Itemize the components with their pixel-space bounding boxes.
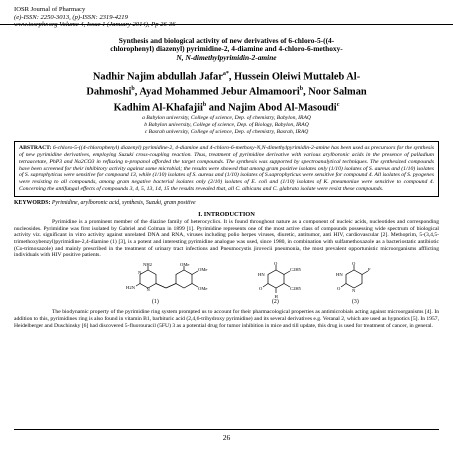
keywords-label: KEYWORDS: [14,199,51,206]
atom-ome: OMe [180,262,190,268]
affiliation-a: a Babylon university, College of science, Dep. of chemistry, Babylon, IRAQ [142,115,311,122]
structure-3 [326,262,386,302]
page-number: 26 [222,433,231,442]
title-line-2: chlorophenyl) diazenyl) pyrimidine-2, 4-diamine and 4-chloro-6-methoxy- [110,44,343,54]
intro-paragraph-2: The biodynamic property of the pyrimidine ring system prompted us to account for their pharmacological properties as antimicrobials acting against microorganisms [4]. In addition to this, pyrimidines ring is also found in vitamin B1, barbituric acid (2,4,6-trihydroxy pyrimidine) and its several derivatives e.g. Veranal 2, which are used as hypnotics [5]. In 1957, Heidelberger and Duschinsky [6] had discovered 5-fluorouracil (5FU) 3 as a potential drug for tumor inhibition in mice and till update, this drug is used for treatment of cancer, in general. [14,309,439,329]
atom-hn: HN [258,272,265,278]
chemical-structures-figure [14,262,439,308]
figure-label-2: (2) [272,299,279,306]
atom-o: O [259,286,263,292]
abstract-text: 6-chloro-5-((4-chlorophenyl) diazenyl) pyrimidine-2, 4-diamine and 4-chloro-6-methoxy-N,N-dimethylpyrimidin-2-amine has been used as precursors for the synthesis of new pyrimidine derivatives, employing Suzuki cross-coupling reaction. Thus, treatment of pyrimidine derivative with various arylboronic acids in the presence of palladium tetraacetate, PhP3 and Na2CO3 in refluxing n-propanol afforded the target compounds. The synthesis was supported by spectroanalytical techniques. The synthesized compounds have been screened for their inhibitory activity against some microbial; the results were showed that among gram positive isolates only (1/10) isolates of S. aureus and (1/10) isolates of S. saprophyticus were sensitive for compound 13, while (1/10) isolates of S. aureus and (1/10) isolates of S.saprophyticus were sensitive for compound 4. All isolates of S. pyogenes were resisting to all compounds, among gram negative bacterial isolates only (2/10) isolates of E. coli and (1/10) isolates of K. pneumoniae were sensitive to compound 4. Concerning the antifungal effects of compounds 3, 4, 5, 13, 14, 15 the results revealed that, all C. albicans and C. glabrata isolate were resist these compounds. [19,145,434,192]
author-list [14,68,439,114]
keywords [14,200,439,207]
title-line-3: N, N-dimethylpyrimidin-2-amine [176,52,277,62]
affiliations [14,115,439,135]
atom-c2h5: C2H5 [290,286,301,292]
atom-o: O [352,262,356,267]
structure-2 [246,262,316,302]
author-text: Dahmoshi [86,86,132,98]
figure-label-1: (1) [152,299,159,306]
atom-h2n: H2N [126,285,135,291]
author-line-2 [14,83,439,98]
author-sup: a* [222,71,229,77]
author-text: Nadhir Najim abdullah Jafar [92,71,223,83]
author-sup: b [202,101,207,108]
author-line-3 [14,99,439,114]
figure-label-3: (3) [352,299,359,306]
atom-o: O [274,262,278,267]
footer-rule [14,429,439,430]
author-text: , Ayad Mohammed Jebur Almamoori [134,86,300,98]
atom-n: N [352,288,356,294]
atom-o: O [337,286,341,292]
affiliation-b: b Babylon university, College of science, Dep. of Biology, Babylon, IRAQ [144,122,309,128]
section-title-introduction: I. INTRODUCTION [198,210,255,218]
author-sup: b [131,86,135,93]
atom-hn: HN [336,272,343,278]
atom-n: N [146,287,150,293]
journal-volume: www.iosrphr.org Volume 4, Issue 1 (January 2014), Pp 26-36 [14,21,176,29]
title-line-1: Synthesis and biological activity of new derivatives of 6-chloro-5-((4- [118,35,335,45]
author-text: Kadhim Al-Khafajii [113,102,203,114]
atom-ome: OMe [198,286,208,292]
author-text: and Najim Abod Al-Masoudi [206,102,337,114]
journal-issn: (e)-ISSN: 2250-3013, (p)-ISSN: 2319-4219 [14,13,128,21]
author-text: , Noor Salman [303,86,367,98]
journal-name: IOSR Journal of Pharmacy [14,6,86,13]
author-sup: c [336,101,340,108]
atom-c2h5: C2H5 [290,267,301,273]
atom-n: N [138,270,142,276]
abstract-box [14,141,439,197]
atom-f: F [368,267,371,273]
abstract-label: ABSTRACT: [19,145,52,152]
atom-nh2: NH2 [143,262,152,268]
journal-header [14,6,439,29]
header-rule [0,24,453,25]
intro-paragraph-1: Pyrimidine is a prominent member of the diazine family of heterocyclics. It is found throughout nature as a component of nucleic acids, nucleotides and corresponding nucleosides. Pyrimidine was first isolated by Gabriel and Colman in 1899 [1]. Pyrimidine represents one of the most active class of compounds possessing wide spectrum of biological activity viz. significant in vitro activity against unrelated DNA and RNA, viruses including polio herpes viruses, diuretic, antitumor, anti HIV, cardiovascular [2]. Methoprim, 5-(3,4,5-trimethoxybenzyl)pyrimidine-2,4-diamine (1) [3], is a potent and interesting pyrimidine analogue was used, since 1980, in combination with sulfamethoxazole as a bacteriostatic antibiotic (Co-trimoxazole) and mainly prescribed in the treatment of urinary tract infections and Pneumocystis jirovecii pneumonia, the most prevalent opportunistic microorganisms afflicting individuals with HIV positive patients. [14,218,439,259]
keywords-text: Pyrimidine, arylboronic acid, synthesis, Suzuki, gram positive [50,199,196,206]
paper-title [14,37,439,62]
atom-h: H [274,294,278,300]
author-line-1 [14,68,439,83]
atom-ome: OMe [198,267,208,273]
author-sup: b [299,86,304,93]
author-text: , Hussein Oleiwi Muttaleb Al- [228,71,361,83]
affiliation-c: c Basrah university, College of science, Dep. of chemistry, Basrah, IRAQ [144,128,309,135]
structure-1 [126,262,236,302]
